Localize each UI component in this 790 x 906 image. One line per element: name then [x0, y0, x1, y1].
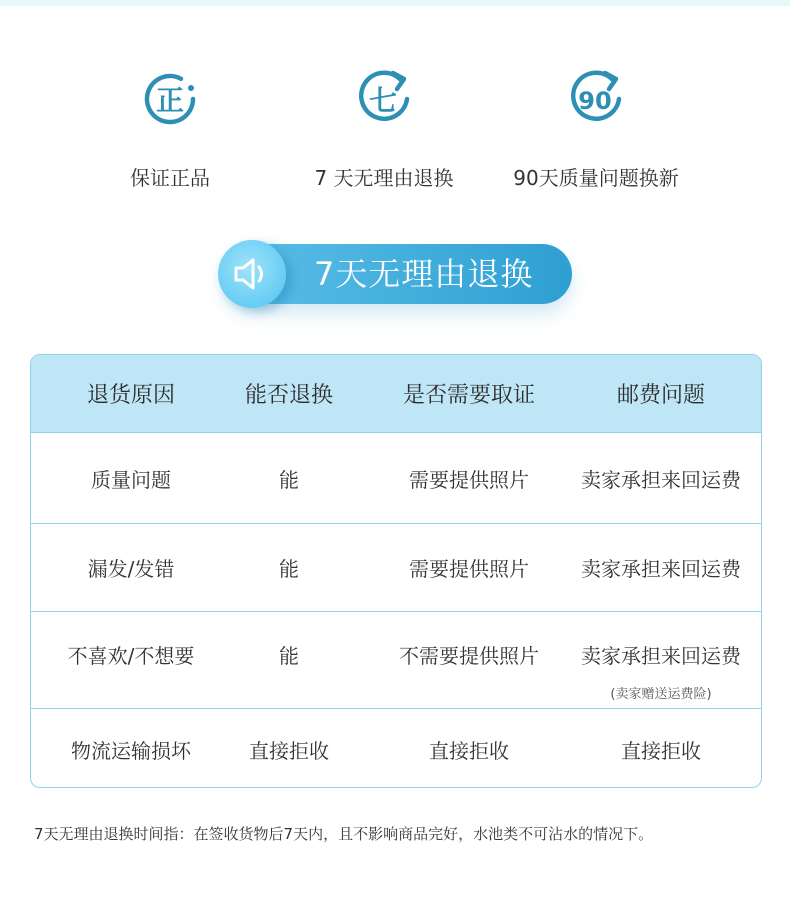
- header-reason: 退货原因: [86, 383, 175, 408]
- cell-shipping: 卖家承担来回运费: [581, 557, 741, 581]
- cell-reason: 不喜欢/不想要: [67, 644, 195, 668]
- cell-evidence: 需要提供照片: [409, 467, 529, 492]
- cell-evidence: 直接拒收: [429, 738, 509, 763]
- badge-label-seven-day-return: 7 天无理由退换: [314, 166, 454, 190]
- table-row: [31, 523, 761, 611]
- cell-reason: 物流运输损坏: [71, 738, 191, 763]
- table-header: [31, 355, 761, 432]
- speaker-icon: [232, 255, 272, 293]
- cell-shipping: 直接拒收: [621, 738, 701, 763]
- cell-shipping-with-note: [561, 612, 761, 708]
- return-policy-banner: [222, 244, 572, 304]
- cell-shipping: 卖家承担来回运费: [581, 467, 741, 492]
- shipping-insurance-note: (卖家赠送运费险): [610, 687, 712, 702]
- return-policy-table: [30, 354, 762, 788]
- ninety-day-exchange-icon: [561, 64, 631, 134]
- header-returnable: 能否退换: [244, 383, 333, 408]
- cell-reason: 漏发/发错: [87, 557, 175, 581]
- authentic-icon: [135, 64, 205, 134]
- badge-ninety-day-exchange: [486, 64, 706, 191]
- guarantee-badges: [0, 64, 790, 194]
- badge-seven-day-return: [274, 64, 494, 191]
- table-row: [31, 611, 761, 708]
- table-row: [31, 708, 761, 788]
- badge-label-authentic: 保证正品: [130, 166, 210, 190]
- badge-label-ninety-day-exchange: 90天质量问题换新: [513, 166, 679, 190]
- badge-authentic: [60, 64, 280, 191]
- svg-text:正: 正: [155, 84, 185, 117]
- cell-returnable: 能: [279, 467, 299, 492]
- cell-shipping: 卖家承担来回运费: [581, 644, 741, 668]
- top-strip: [0, 0, 790, 6]
- cell-evidence: 需要提供照片: [409, 557, 529, 581]
- header-shipping: 邮费问题: [616, 383, 705, 408]
- speaker-icon-circle: [218, 240, 286, 308]
- cell-returnable: 直接拒收: [249, 738, 329, 763]
- cell-returnable: 能: [279, 557, 299, 581]
- cell-evidence: 不需要提供照片: [399, 644, 539, 668]
- svg-text:七: 七: [368, 84, 398, 117]
- table-row: [31, 432, 761, 523]
- banner-title: 7天无理由退换: [314, 255, 534, 293]
- cell-returnable: 能: [279, 644, 299, 668]
- svg-text:90: 90: [578, 87, 612, 115]
- footer-note: 7天无理由退换时间指：在签收货物后7天内，且不影响商品完好，水池类不可沾水的情况下。: [34, 825, 654, 843]
- seven-day-return-icon: [349, 64, 419, 134]
- cell-reason: 质量问题: [91, 467, 171, 492]
- header-evidence: 是否需要取证: [402, 383, 535, 408]
